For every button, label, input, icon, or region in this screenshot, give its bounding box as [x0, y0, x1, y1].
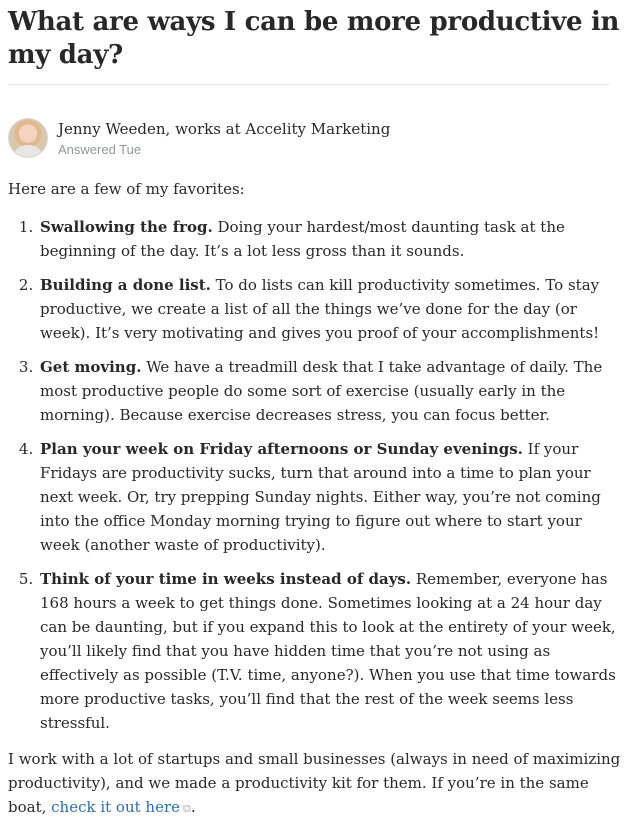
answer-closing	[8, 747, 625, 821]
tip-heading: Think of your time in weeks instead of days.	[40, 570, 412, 588]
tips-list	[8, 215, 625, 735]
external-link-icon: ⧉	[183, 802, 191, 815]
tip-heading: Plan your week on Friday afternoons or Sunday evenings.	[40, 440, 523, 458]
tip-text: Remember, everyone has 168 hours a week to get things done. Sometimes looking at a 24 hour day can be daunting, but if you expand this to look at the entirety of your week, you’ll likely find that you have hidden time that you’re not using as effectively as possible (T.V. time, anyone?). When you use that time towards more productive tasks, you’ll find that the rest of the week seems less stressful.	[40, 570, 616, 732]
answer-intro: Here are a few of my favorites:	[8, 180, 245, 198]
tip-heading: Building a done list.	[40, 276, 211, 294]
list-item	[38, 567, 625, 735]
tip-text: To do lists can kill productivity sometimes. To stay productive, we create a list of all the things we’ve done for the day (or week). It’s very motivating and gives you proof of your accomplishments!	[40, 276, 600, 342]
answer-body	[8, 177, 625, 821]
author-meta	[58, 120, 390, 157]
tip-heading: Get moving.	[40, 358, 142, 376]
list-item	[38, 437, 625, 557]
closing-text: I work with a lot of startups and small businesses (always in need of maximizing productivity), and we made a productivity kit for them. If you’re in the same boat,	[8, 750, 621, 816]
tip-text: Doing your hardest/most daunting task at the beginning of the day. It’s a lot less gross than it sounds.	[40, 218, 565, 260]
check-it-out-link[interactable]: check it out here	[51, 798, 181, 816]
list-item	[38, 215, 625, 263]
title-divider	[8, 84, 610, 85]
tip-text: We have a treadmill desk that I take advantage of daily. The most productive people do some sort of exercise (usually early in the morning). Because exercise decreases stress, you can focus better.	[40, 358, 603, 424]
answered-date[interactable]: Answered Tue	[58, 141, 142, 157]
list-item	[38, 355, 625, 427]
author-avatar[interactable]	[8, 118, 48, 158]
tip-heading: Swallowing the frog.	[40, 218, 213, 236]
tip-text: If your Fridays are productivity sucks, turn that around into a time to plan your next week. Or, try prepping Sunday nights. Either way, you’re not coming into the office Monday morning trying to figure out where to start your week (another waste of productivity).	[40, 440, 601, 554]
list-item	[38, 273, 625, 345]
author-header	[8, 117, 625, 159]
author-credential[interactable]: Jenny Weeden, works at Accelity Marketing	[58, 119, 391, 138]
question-title[interactable]: What are ways I can be more productive in my day?	[8, 7, 620, 70]
closing-end: .	[190, 798, 196, 816]
